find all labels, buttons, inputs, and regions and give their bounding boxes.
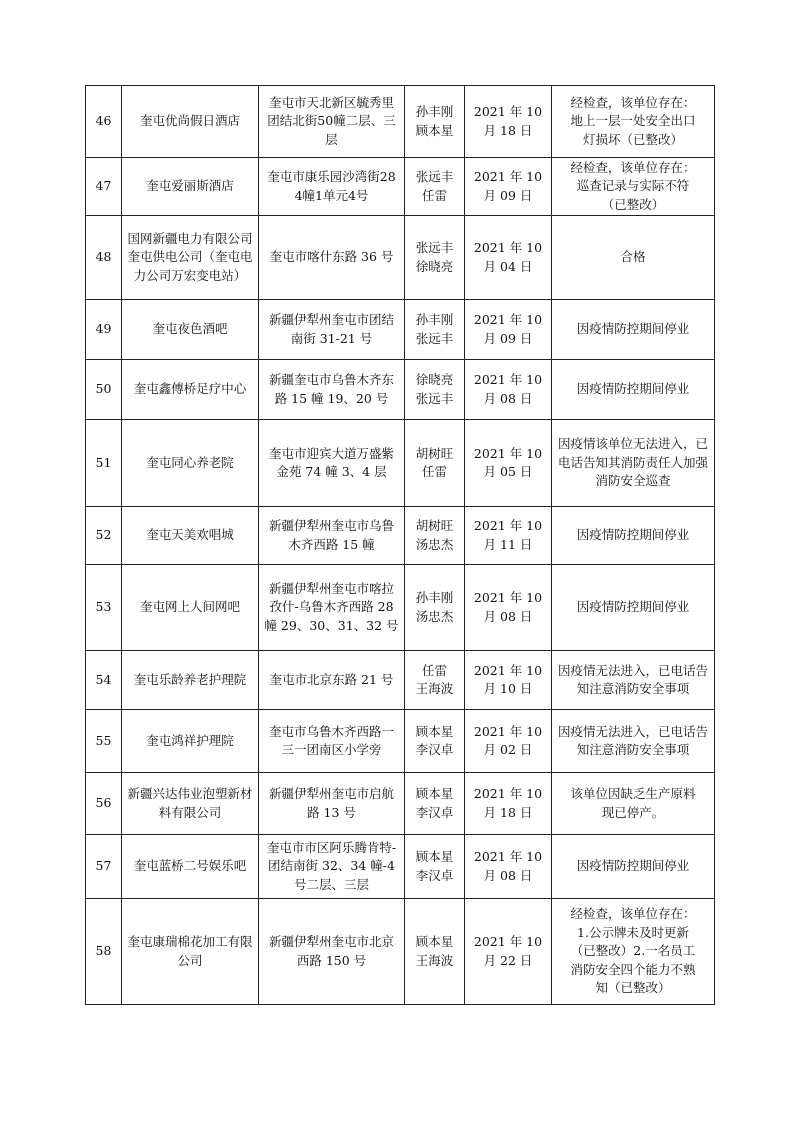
unit-address: 新疆伊犁州奎屯市北京西路 150 号 <box>259 899 405 1005</box>
result-line: 灯损坏（已整改） <box>582 131 683 147</box>
row-number: 57 <box>86 835 122 899</box>
row-number: 56 <box>86 773 122 835</box>
inspection-result <box>552 710 715 773</box>
inspector-name: 张远丰 <box>415 330 454 346</box>
inspector-name: 顾本星 <box>415 723 454 739</box>
unit-name: 奎屯爱丽斯酒店 <box>122 158 259 216</box>
inspection-result <box>552 835 715 899</box>
inspector-name: 胡树旺 <box>415 518 454 533</box>
result-line: 知（已整改） <box>595 980 671 996</box>
result-line: 因疫情防控期间停业 <box>576 381 690 397</box>
table-row <box>86 565 715 651</box>
result-line: 因疫情该单位无法进入，已电话告知其消防责任人加强消防安全巡查 <box>557 436 708 489</box>
unit-name: 国网新疆电力有限公司奎屯供电公司（奎屯电力公司万宏变电站） <box>122 216 259 300</box>
inspection-date: 2021 年 10 月 09 日 <box>465 158 552 216</box>
inspectors-cell <box>405 565 465 651</box>
result-line: 巡查记录与实际不符 <box>576 178 690 194</box>
unit-name: 奎屯康瑞棉花加工有限公司 <box>122 899 259 1005</box>
inspection-result <box>552 216 715 300</box>
result-line: （已整改） <box>601 196 665 212</box>
unit-address: 奎屯市迎宾大道万盛紫金苑 74 幢 3、4 层 <box>259 420 405 507</box>
row-number: 55 <box>86 710 122 773</box>
row-number: 53 <box>86 565 122 651</box>
row-number: 58 <box>86 899 122 1005</box>
inspection-result <box>552 360 715 420</box>
inspectors-cell <box>405 86 465 158</box>
result-line: 经检查，该单位存在： <box>570 906 696 922</box>
inspector-name: 任雷 <box>421 187 447 203</box>
unit-address: 奎屯市北京东路 21 号 <box>259 651 405 710</box>
inspector-name: 任雷 <box>421 464 447 479</box>
table-row <box>86 710 715 773</box>
table-row <box>86 651 715 710</box>
unit-address: 奎屯市市区阿乐腾肯特-团结南街 32、34 幢-4 号二层、三层 <box>259 835 405 899</box>
table-row <box>86 300 715 360</box>
inspector-name: 李汉卓 <box>415 742 454 757</box>
result-line: 因疫情防控期间停业 <box>576 527 690 543</box>
unit-name: 奎屯夜色酒吧 <box>122 300 259 360</box>
inspector-name: 李汉卓 <box>415 867 454 883</box>
inspectors-cell <box>405 300 465 360</box>
unit-name: 奎屯鑫傅桥足疗中心 <box>122 360 259 420</box>
inspector-name: 任雷 <box>421 662 447 678</box>
inspector-name: 胡树旺 <box>415 445 454 461</box>
inspection-date: 2021 年 10 月 04 日 <box>465 216 552 300</box>
inspection-date: 2021 年 10 月 09 日 <box>465 300 552 360</box>
inspector-name: 张远丰 <box>415 240 454 255</box>
unit-address: 新疆伊犁州奎屯市团结南街 31-21 号 <box>259 300 405 360</box>
result-line: 因疫情无法进入，已电话告知注意消防安全事项 <box>557 662 708 696</box>
unit-address: 新疆伊犁州奎屯市乌鲁木齐西路 15 幢 <box>259 507 405 565</box>
result-line: 因疫情防控期间停业 <box>576 858 690 874</box>
inspectors-cell <box>405 507 465 565</box>
inspection-result <box>552 565 715 651</box>
inspector-name: 顾本星 <box>415 786 454 801</box>
row-number: 50 <box>86 360 122 420</box>
inspector-name: 汤忠杰 <box>415 536 454 552</box>
inspector-name: 李汉卓 <box>415 804 454 820</box>
inspector-name: 汤忠杰 <box>415 608 454 624</box>
inspector-name: 徐晓亮 <box>415 372 454 387</box>
result-line: 经检查，该单位存在： <box>570 94 696 110</box>
inspector-name: 张远丰 <box>415 390 454 406</box>
unit-address: 奎屯市康乐园沙湾街284幢1单元4号 <box>259 158 405 216</box>
inspectors-cell <box>405 710 465 773</box>
table-row <box>86 420 715 507</box>
row-number: 51 <box>86 420 122 507</box>
inspector-name: 王海波 <box>415 952 454 968</box>
unit-name: 奎屯鸿祥护理院 <box>122 710 259 773</box>
inspection-result <box>552 300 715 360</box>
unit-address: 奎屯市喀什东路 36 号 <box>259 216 405 300</box>
inspection-date: 2021 年 10 月 10 日 <box>465 651 552 710</box>
result-line: 现已停产。 <box>601 804 665 820</box>
row-number: 47 <box>86 158 122 216</box>
row-number: 49 <box>86 300 122 360</box>
inspector-name: 顾本星 <box>415 934 454 949</box>
result-line: 消防安全四个能力不熟 <box>570 961 696 977</box>
unit-name: 新疆兴达伟业泡塑新材料有限公司 <box>122 773 259 835</box>
unit-name: 奎屯乐龄养老护理院 <box>122 651 259 710</box>
unit-address: 新疆伊犁州奎屯市启航路 13 号 <box>259 773 405 835</box>
row-number: 48 <box>86 216 122 300</box>
unit-name: 奎屯网上人间网吧 <box>122 565 259 651</box>
inspectors-cell <box>405 899 465 1005</box>
unit-address: 新疆奎屯市乌鲁木齐东路 15 幢 19、20 号 <box>259 360 405 420</box>
result-line: 因疫情无法进入，已电话告知注意消防安全事项 <box>557 723 708 757</box>
inspection-result <box>552 507 715 565</box>
table-row <box>86 899 715 1005</box>
result-line: 合格 <box>620 249 646 265</box>
inspector-name: 徐晓亮 <box>415 258 454 274</box>
unit-name: 奎屯蓝桥二号娱乐吧 <box>122 835 259 899</box>
result-line: 1.公示牌未及时更新 <box>577 924 689 940</box>
inspection-date: 2021 年 10 月 08 日 <box>465 360 552 420</box>
inspection-result <box>552 773 715 835</box>
unit-address: 奎屯市乌鲁木齐西路一三一团南区小学旁 <box>259 710 405 773</box>
inspection-date: 2021 年 10 月 05 日 <box>465 420 552 507</box>
inspection-date: 2021 年 10 月 08 日 <box>465 565 552 651</box>
inspection-table <box>85 85 715 1005</box>
inspector-name: 孙丰刚 <box>415 104 454 119</box>
table-row <box>86 158 715 216</box>
inspector-name: 王海波 <box>415 681 454 696</box>
inspection-date: 2021 年 10 月 08 日 <box>465 835 552 899</box>
inspection-result <box>552 420 715 507</box>
inspector-name: 张远丰 <box>415 169 454 184</box>
inspectors-cell <box>405 216 465 300</box>
inspector-name: 孙丰刚 <box>415 312 454 327</box>
table-row <box>86 360 715 420</box>
table-row <box>86 507 715 565</box>
result-line: 经检查，该单位存在： <box>570 159 696 175</box>
inspection-result <box>552 899 715 1005</box>
result-line: 该单位因缺乏生产原料 <box>570 786 696 801</box>
inspectors-cell <box>405 360 465 420</box>
unit-address: 奎屯市天北新区毓秀里团结北街50幢二层、三层 <box>259 86 405 158</box>
inspectors-cell <box>405 420 465 507</box>
inspector-name: 孙丰刚 <box>415 590 454 605</box>
unit-address: 新疆伊犁州奎屯市喀拉孜什-乌鲁木齐西路 28 幢 29、30、31、32 号 <box>259 565 405 651</box>
inspection-date: 2021 年 10 月 18 日 <box>465 86 552 158</box>
inspection-result <box>552 86 715 158</box>
table-row <box>86 86 715 158</box>
inspector-name: 顾本星 <box>415 122 454 138</box>
table-row <box>86 773 715 835</box>
inspectors-cell <box>405 835 465 899</box>
row-number: 46 <box>86 86 122 158</box>
result-line: 因疫情防控期间停业 <box>576 321 690 337</box>
inspector-name: 顾本星 <box>415 849 454 864</box>
table-row <box>86 835 715 899</box>
unit-name: 奎屯天美欢唱城 <box>122 507 259 565</box>
row-number: 52 <box>86 507 122 565</box>
inspection-date: 2021 年 10 月 11 日 <box>465 507 552 565</box>
unit-name: 奎屯同心养老院 <box>122 420 259 507</box>
inspection-date: 2021 年 10 月 18 日 <box>465 773 552 835</box>
inspection-result <box>552 158 715 216</box>
inspectors-cell <box>405 158 465 216</box>
result-line: 地上一层一处安全出口 <box>570 113 696 129</box>
unit-name: 奎屯优尚假日酒店 <box>122 86 259 158</box>
inspection-date: 2021 年 10 月 22 日 <box>465 899 552 1005</box>
inspection-result <box>552 651 715 710</box>
result-line: （已整改）2.一名员工 <box>570 943 696 959</box>
table-row <box>86 216 715 300</box>
inspectors-cell <box>405 651 465 710</box>
inspectors-cell <box>405 773 465 835</box>
result-line: 因疫情防控期间停业 <box>576 599 690 615</box>
inspection-date: 2021 年 10 月 02 日 <box>465 710 552 773</box>
row-number: 54 <box>86 651 122 710</box>
